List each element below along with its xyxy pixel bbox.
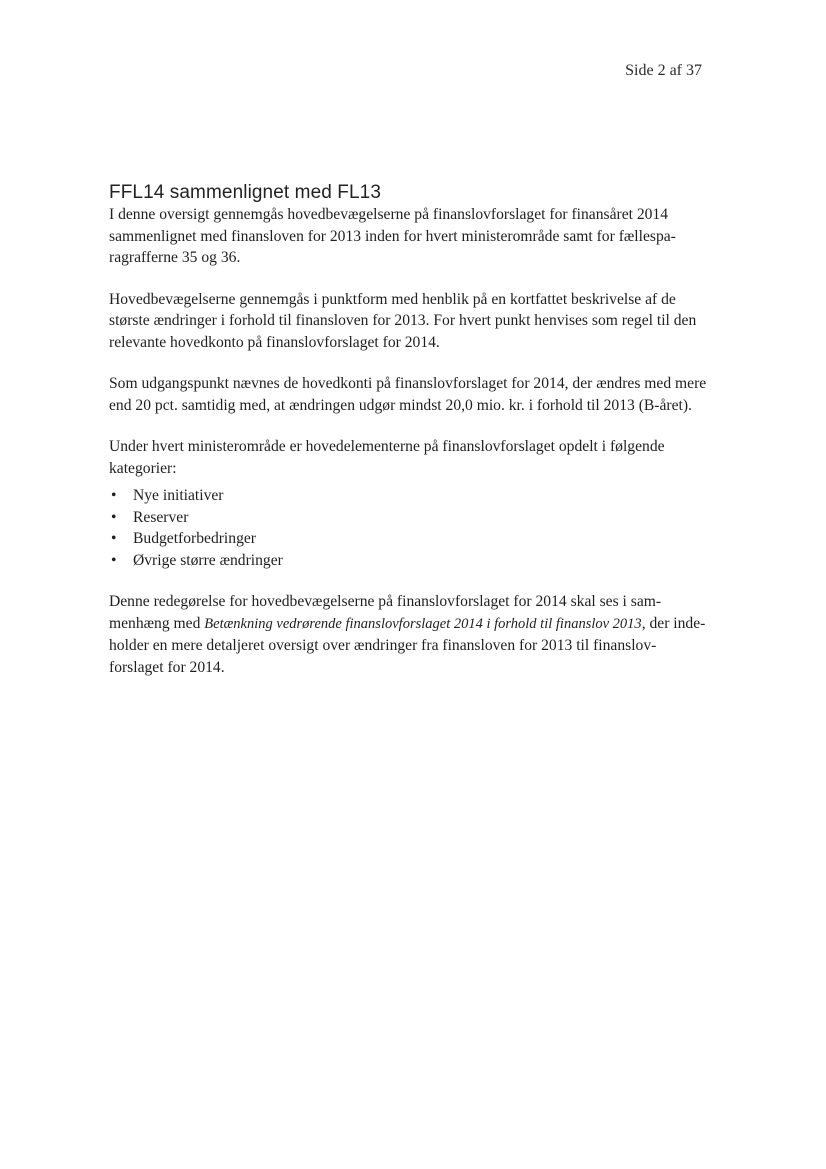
list-item bbox=[109, 507, 709, 529]
list-item bbox=[109, 550, 709, 572]
list-item-label: Reserver bbox=[133, 508, 189, 526]
paragraph-categories: Under hvert ministerområde er hovedelementerne på finanslovforslaget opdelt i følgende kategorier: bbox=[109, 438, 665, 477]
list-item bbox=[109, 528, 709, 550]
bullet-icon: • bbox=[111, 487, 117, 504]
bullet-icon: • bbox=[111, 551, 117, 569]
list-item-label: Øvrige større ændringer bbox=[133, 551, 283, 569]
bullet-icon: • bbox=[111, 508, 117, 526]
category-list bbox=[109, 485, 709, 571]
paragraph-closing bbox=[109, 591, 709, 678]
section-heading: FFL14 sammenlignet med FL13 bbox=[109, 182, 381, 203]
closing-text-before: Denne redegørelse for hovedbevægelserne på finanslovforslaget for 2014 skal ses i sam-menhæng med bbox=[109, 593, 662, 632]
closing-text-after: , der inde-holder en mere detaljeret oversigt over ændringer fra finansloven for 2013 til finanslov-forslaget for 2014. bbox=[109, 614, 706, 676]
bullet-icon: • bbox=[111, 530, 117, 547]
list-item bbox=[109, 485, 709, 507]
report-title-italic: Betænkning vedrørende finanslovforslaget 2014 i forhold til finanslov 2013 bbox=[204, 615, 642, 632]
list-item-label: Nye initiativer bbox=[133, 487, 224, 504]
page-number: Side 2 af 37 bbox=[625, 62, 702, 79]
paragraph-criteria: Som udgangspunkt nævnes de hovedkonti på finanslovforslaget for 2014, der ændres med mere end 20 pct. samtidig med, at ændringen udgør mindst 20,0 mio. kr. i forhold til 2013 (B-året). bbox=[109, 375, 707, 414]
paragraph-intro: I denne oversigt gennemgås hovedbevægelserne på finanslovforslaget for finansåret 2014 sammenlignet med finansloven for 2013 inden for hvert ministerområde samt for fællespa-ragrafferne 35 og 36. bbox=[109, 206, 676, 266]
section-content bbox=[109, 181, 709, 698]
list-item-label: Budgetforbedringer bbox=[133, 530, 256, 547]
paragraph-method: Hovedbevægelserne gennemgås i punktform med henblik på en kortfattet beskrivelse af de største ændringer i forhold til finansloven for 2013. For hvert punkt henvises som regel til den relevante hovedkonto på finanslovforslaget for 2014. bbox=[109, 290, 697, 351]
